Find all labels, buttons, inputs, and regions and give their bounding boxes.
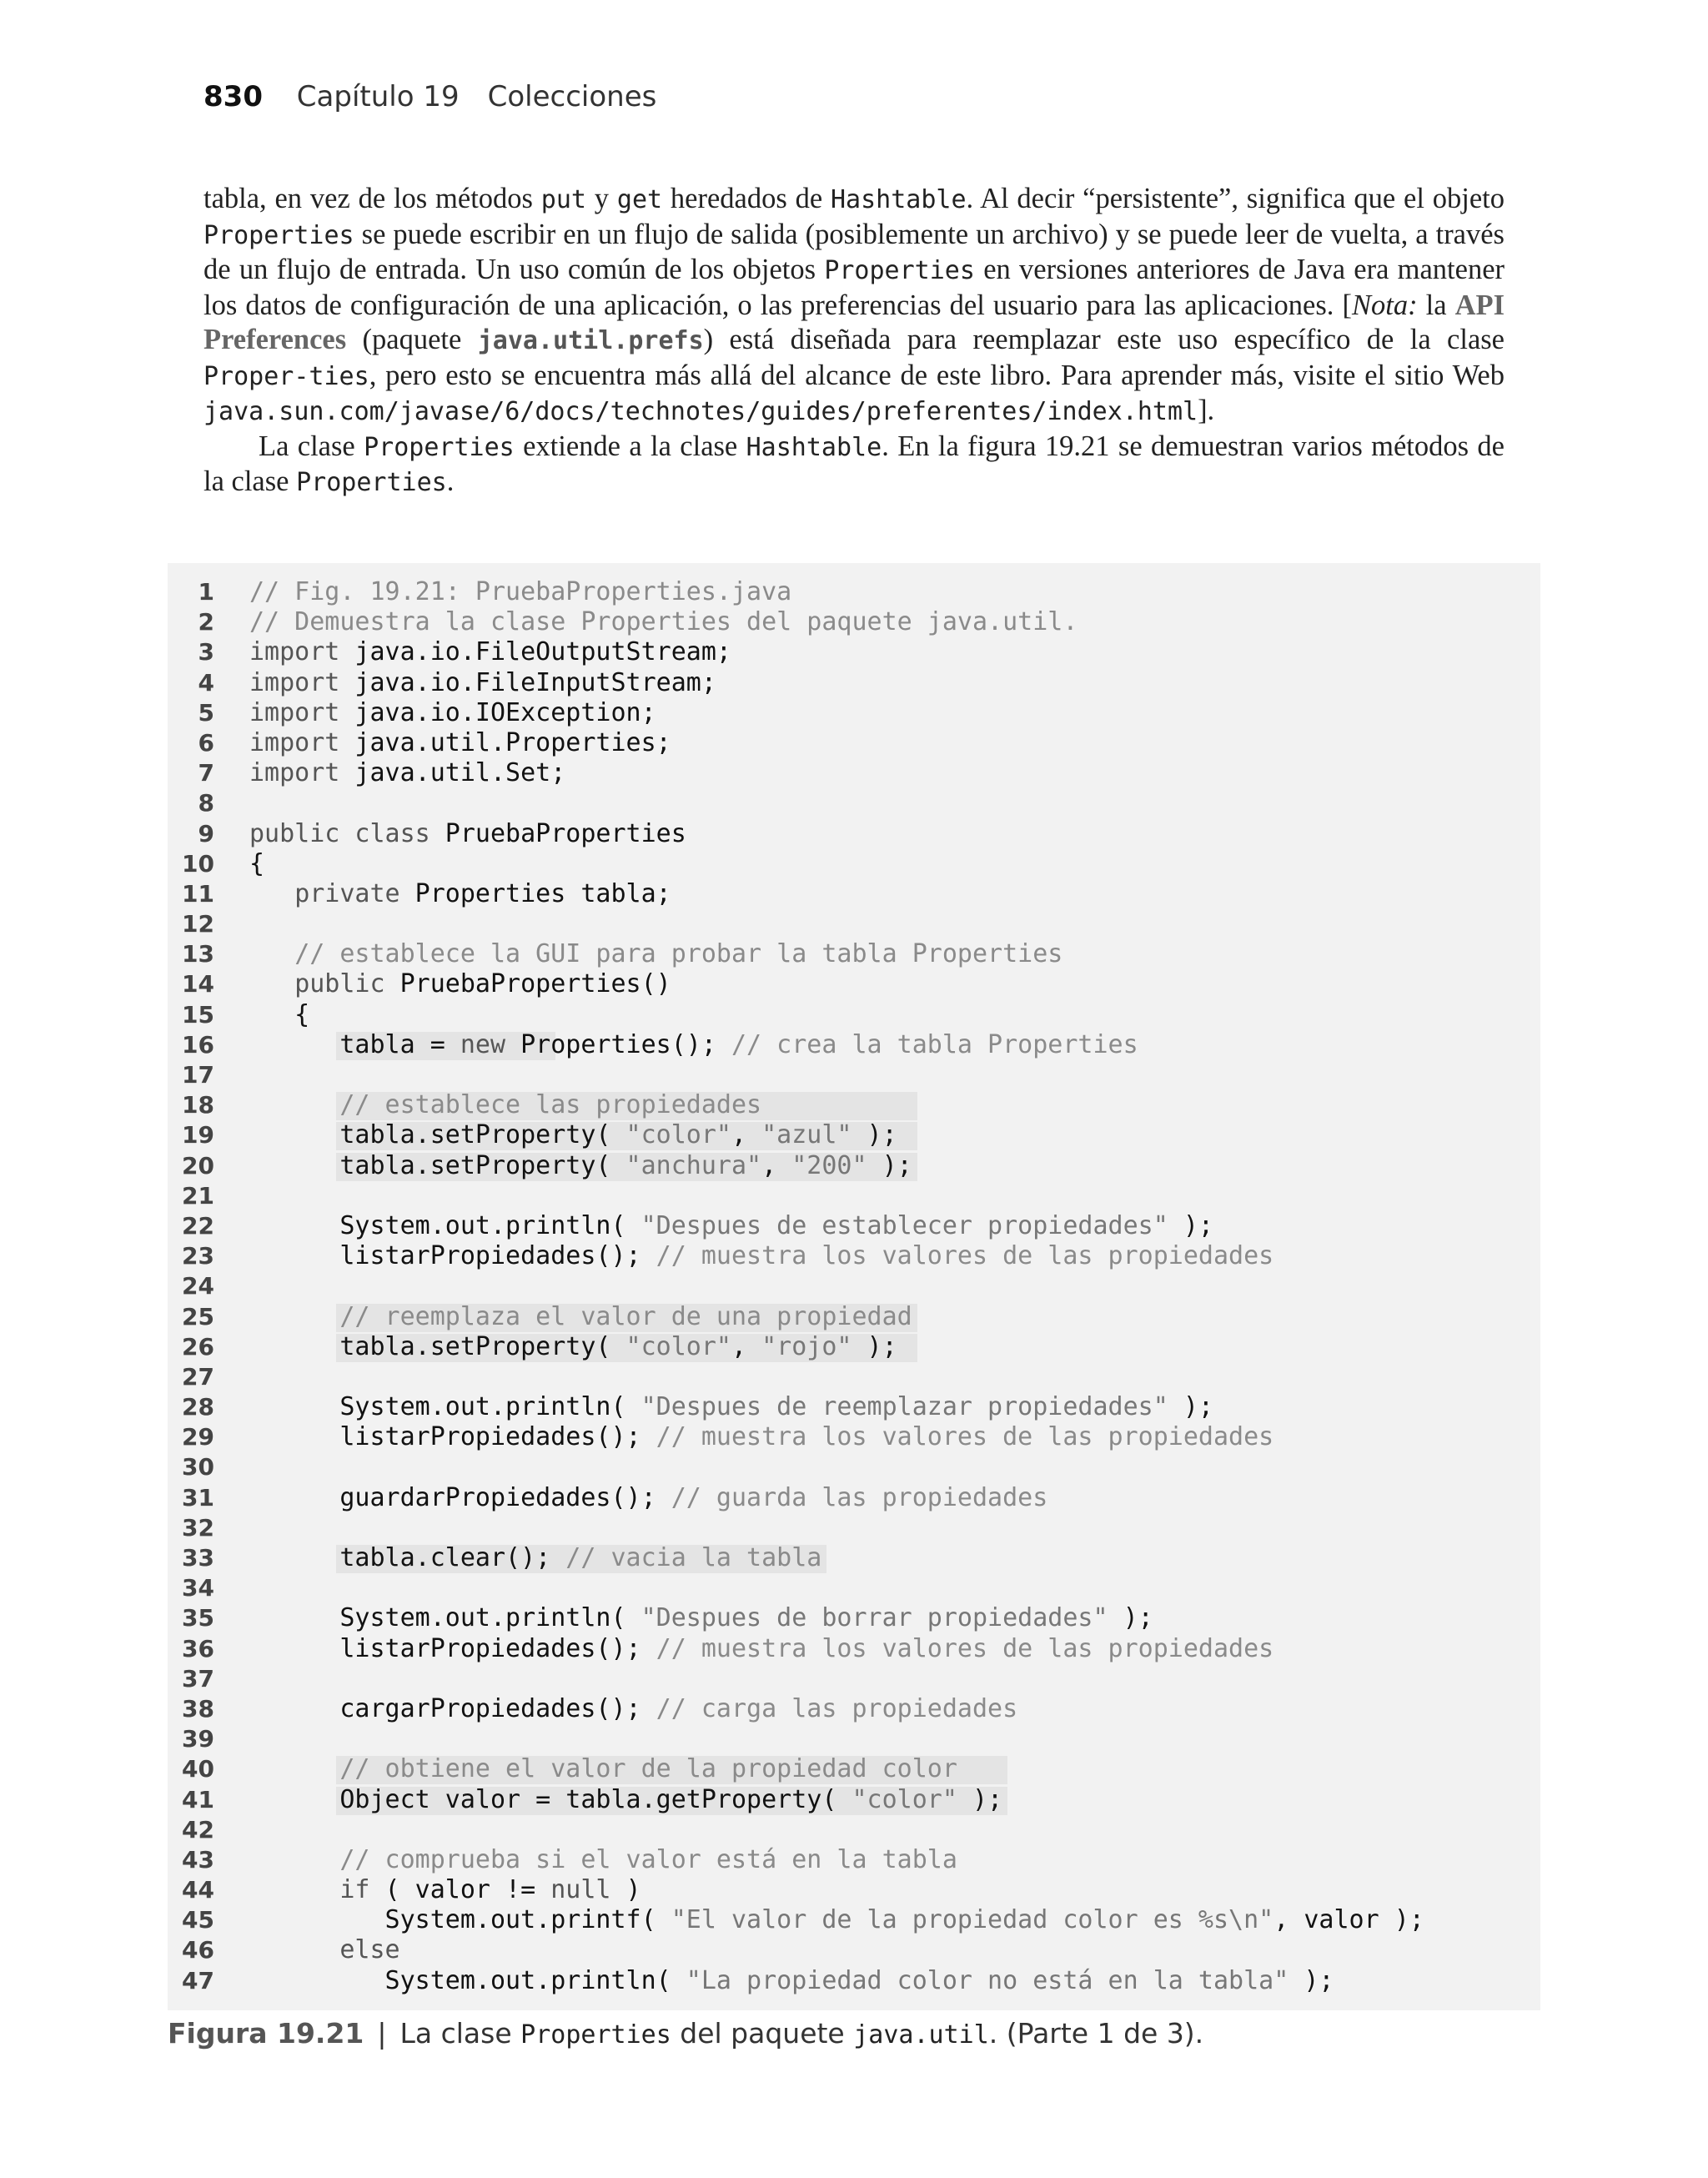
code-line: [168, 1151, 1540, 1181]
code-keyword: null: [550, 1875, 611, 1905]
code-text: [249, 1483, 1047, 1513]
code-string: "Despues de establecer propiedades": [640, 1210, 1168, 1240]
code-token: listarPropiedades();: [249, 1633, 656, 1663]
line-number: 10: [182, 849, 214, 878]
code-line: [168, 849, 1540, 879]
line-number: 33: [182, 1544, 214, 1572]
code-line: [168, 1724, 1540, 1754]
code-line: [168, 1211, 1540, 1241]
code-line: [168, 698, 1540, 728]
code-comment: // guarda las propiedades: [671, 1482, 1048, 1512]
code-text: [249, 698, 656, 728]
caption-mono-class: Properties: [520, 2020, 671, 2050]
line-number: 24: [182, 1272, 214, 1300]
line-number: 44: [182, 1876, 214, 1904]
code-string: "color": [625, 1120, 731, 1150]
code-token: java.io.FileOutputStream;: [339, 637, 731, 667]
code-line: [168, 1905, 1540, 1935]
line-number: 7: [198, 759, 214, 787]
code-line: [168, 1966, 1540, 1996]
line-number: 47: [182, 1966, 214, 1994]
line-number: 27: [182, 1362, 214, 1391]
code-token: {: [249, 999, 310, 1029]
code-token: Properties();: [505, 1029, 731, 1059]
code-token: cargarPropiedades();: [249, 1693, 656, 1723]
code-line: [168, 577, 1540, 607]
code-text: [249, 1603, 1153, 1633]
code-line: [168, 1302, 1540, 1332]
code-token: tabla.setProperty(: [249, 1331, 626, 1361]
line-number: 39: [182, 1725, 214, 1753]
code-line: [168, 909, 1540, 939]
code-token: ( valor !=: [369, 1875, 551, 1905]
code-token: );: [867, 1150, 912, 1180]
code-token: java.io.FileInputStream;: [339, 667, 716, 697]
caption-separator: |: [377, 2017, 387, 2050]
line-number: 14: [182, 970, 214, 998]
line-number: 45: [182, 1906, 214, 1934]
code-token: System.out.println(: [249, 1392, 641, 1422]
line-number: 19: [182, 1121, 214, 1149]
line-number: 20: [182, 1151, 214, 1180]
line-number: 18: [182, 1091, 214, 1119]
code-token: tabla.setProperty(: [249, 1150, 626, 1180]
prose-text: ].: [1198, 395, 1215, 426]
code-text: [249, 1422, 1273, 1452]
code-line: [168, 1483, 1540, 1513]
code-listing: [168, 563, 1540, 2010]
code-line: [168, 1000, 1540, 1030]
code-comment: // establece la GUI para probar la tabla Properties: [294, 939, 1063, 969]
code-token: );: [1289, 1965, 1334, 1995]
code-comment: // muestra los valores de las propiedades: [656, 1241, 1274, 1271]
code-string: "azul": [761, 1120, 852, 1150]
code-string: "El valor de la propiedad color es %s\n": [671, 1905, 1274, 1935]
code-comment: // muestra los valores de las propiedades: [656, 1422, 1274, 1452]
line-number: 25: [182, 1302, 214, 1330]
code-token: java.util.Properties;: [339, 727, 671, 757]
code-comment: // crea la tabla Properties: [731, 1029, 1138, 1059]
code-line: [168, 1392, 1540, 1422]
code-keyword: import: [249, 727, 340, 757]
line-number: 36: [182, 1634, 214, 1662]
code-token: [249, 1754, 339, 1783]
code-keyword: import: [249, 637, 340, 667]
caption-text-mid: del paquete: [671, 2017, 854, 2050]
code-string: "Despues de reemplazar propiedades": [640, 1392, 1168, 1422]
code-text: [249, 1875, 641, 1905]
code-text: [249, 1966, 1334, 1996]
code-token: PruebaProperties(): [384, 969, 671, 999]
code-string: "color": [851, 1784, 957, 1814]
code-text: [249, 1211, 1213, 1241]
code-keyword: import: [249, 667, 340, 697]
code-token: );: [1168, 1392, 1213, 1422]
code-token: ,: [731, 1331, 762, 1361]
code-text: [249, 1030, 1138, 1060]
code-line: [168, 637, 1540, 667]
inline-code-bold: java.util.prefs: [477, 326, 704, 355]
line-number: 41: [182, 1785, 214, 1813]
line-number: 23: [182, 1242, 214, 1270]
code-text: [249, 1000, 309, 1030]
line-number: 15: [182, 1000, 214, 1029]
code-keyword: import: [249, 758, 340, 788]
code-token: );: [851, 1120, 897, 1150]
code-text: [249, 1302, 912, 1332]
prose-text: , pero esto se encuentra más allá del alcance de este libro. Para aprender más, visite el sitio Web: [369, 359, 1505, 391]
caption-text-pre: La clase: [399, 2017, 521, 2050]
code-text: [249, 1151, 912, 1181]
code-line: [168, 1452, 1540, 1482]
code-line: [168, 1332, 1540, 1362]
chapter-title: Colecciones: [487, 80, 657, 113]
code-token: System.out.printf(: [249, 1905, 671, 1935]
code-text: [249, 728, 671, 758]
code-token: Properties tabla;: [399, 878, 671, 908]
code-keyword: else: [339, 1935, 400, 1965]
code-text: [249, 668, 716, 698]
line-number: 6: [198, 728, 214, 757]
code-line: [168, 1241, 1540, 1271]
code-token: [249, 939, 294, 968]
code-token: ,: [761, 1150, 792, 1180]
code-line: [168, 1060, 1540, 1090]
code-keyword: import: [249, 697, 340, 727]
code-text: [249, 1543, 821, 1573]
code-line: [168, 1362, 1540, 1392]
caption-text-post: . (Parte 1 de 3).: [988, 2017, 1204, 2050]
code-token: tabla =: [249, 1029, 460, 1059]
code-line: [168, 1935, 1540, 1965]
code-token: );: [1168, 1210, 1213, 1240]
inline-code: Hashtable: [830, 185, 967, 214]
italic-text: Nota:: [1351, 289, 1418, 321]
code-text: [249, 1120, 897, 1150]
code-line: [168, 1543, 1540, 1573]
code-string: "La propiedad color no está en la tabla": [686, 1965, 1289, 1995]
code-token: System.out.println(: [249, 1603, 641, 1633]
code-string: "anchura": [625, 1150, 762, 1180]
code-token: [249, 969, 294, 998]
code-string: "color": [625, 1331, 731, 1361]
code-text: [249, 637, 731, 667]
bold-term: API Preferences: [203, 289, 1505, 355]
code-line: [168, 939, 1540, 969]
code-string: "200": [791, 1150, 867, 1180]
line-number: 32: [182, 1513, 214, 1542]
line-number: 9: [198, 819, 214, 848]
inline-code: Proper-ties: [203, 361, 369, 391]
code-line: [168, 1754, 1540, 1784]
code-token: [249, 1845, 339, 1874]
code-keyword: private: [294, 878, 400, 908]
line-number: 13: [182, 940, 214, 968]
code-text: [249, 758, 565, 788]
code-text: [249, 1241, 1273, 1271]
line-number: 26: [182, 1332, 214, 1361]
prose-text: ) está diseñada para reemplazar este uso específico de la clase: [703, 324, 1505, 355]
inline-code: java.sun.com/javase/6/docs/technotes/guides/preferentes/index.html: [203, 397, 1198, 426]
prose-text: .: [446, 465, 455, 497]
line-number: 28: [182, 1393, 214, 1421]
code-token: listarPropiedades();: [249, 1422, 656, 1452]
code-line: [168, 1090, 1540, 1120]
code-line: [168, 1120, 1540, 1150]
code-comment: // obtiene el valor de la propiedad color: [339, 1754, 957, 1784]
code-keyword: if: [339, 1875, 370, 1905]
code-comment: // reemplaza el valor de una propiedad: [339, 1301, 912, 1331]
prose-text: en versiones anteriores de Java era mantener los datos de configuración de una aplicación, o las preferencias del usuario para las aplicaciones. [: [203, 254, 1505, 321]
line-number: 11: [182, 879, 214, 908]
code-token: [249, 1875, 339, 1904]
prose-text: . Al decir “persistente”, significa que el objeto: [966, 183, 1505, 214]
line-number: 40: [182, 1755, 214, 1783]
code-line: [168, 879, 1540, 909]
code-token: [249, 1090, 339, 1119]
code-line: [168, 1634, 1540, 1664]
line-number: 16: [182, 1030, 214, 1059]
code-text: [249, 1332, 897, 1362]
code-line: [168, 1603, 1540, 1633]
inline-code: Properties: [824, 256, 975, 285]
code-text: [249, 849, 264, 879]
line-number: 38: [182, 1694, 214, 1723]
line-number: 42: [182, 1815, 214, 1844]
line-number: 31: [182, 1483, 214, 1512]
code-text: [249, 1694, 1017, 1724]
code-token: java.util.Set;: [339, 758, 566, 788]
code-text: [249, 607, 1078, 637]
code-comment: // Fig. 19.21: PruebaProperties.java: [249, 577, 792, 606]
page-number: 830: [203, 80, 263, 113]
code-token: [249, 1935, 339, 1964]
line-number: 3: [198, 638, 214, 666]
code-text: [249, 939, 1062, 969]
code-keyword: public: [294, 969, 385, 999]
code-line: [168, 1785, 1540, 1815]
line-number: 46: [182, 1936, 214, 1964]
code-comment: // comprueba si el valor está en la tabla: [339, 1844, 957, 1874]
paragraph-2: [203, 430, 1505, 500]
code-token: tabla.setProperty(: [249, 1120, 626, 1150]
code-line: [168, 1845, 1540, 1875]
code-line: [168, 1030, 1540, 1060]
prose-text: y: [585, 183, 617, 214]
line-number: 1: [198, 578, 214, 606]
line-number: 5: [198, 698, 214, 727]
code-comment: // carga las propiedades: [656, 1693, 1018, 1723]
code-text: [249, 819, 686, 849]
figure-number: Figura 19.21: [168, 2017, 364, 2050]
code-token: [249, 879, 294, 908]
code-lines: [168, 577, 1540, 1996]
inline-code: Properties: [364, 432, 515, 462]
code-text: [249, 1935, 400, 1965]
code-line: [168, 1422, 1540, 1452]
prose-text: tabla, en vez de los métodos: [203, 183, 541, 214]
prose-text: . En la figura 19.21 se demuestran varios métodos de la clase: [203, 430, 1505, 497]
code-text: [249, 1785, 1002, 1815]
code-comment: // muestra los valores de las propiedades: [656, 1633, 1274, 1663]
code-token: ): [610, 1875, 641, 1905]
code-line: [168, 819, 1540, 849]
code-line: [168, 668, 1540, 698]
figure-caption: [168, 2017, 1203, 2050]
line-number: 4: [198, 668, 214, 697]
caption-mono-package: java.util: [853, 2020, 989, 2050]
code-token: ,: [731, 1120, 762, 1150]
code-text: [249, 1090, 761, 1120]
prose-text: (paquete: [346, 324, 478, 355]
line-number: 43: [182, 1845, 214, 1874]
prose-text: La clase: [259, 430, 364, 462]
code-token: [249, 1302, 339, 1331]
line-number: 35: [182, 1604, 214, 1632]
code-comment: // establece las propiedades: [339, 1090, 762, 1120]
prose-text: heredados de: [662, 183, 831, 214]
inline-code: Properties: [203, 220, 354, 250]
code-line: [168, 1815, 1540, 1845]
chapter-label: Capítulo 19: [296, 80, 460, 113]
inline-code: put: [540, 185, 586, 214]
code-text: [249, 1634, 1273, 1664]
code-line: [168, 1573, 1540, 1603]
code-token: PruebaProperties: [430, 818, 686, 848]
line-number: 8: [198, 789, 214, 817]
code-line: [168, 758, 1540, 788]
code-keyword: public class: [249, 818, 430, 848]
code-string: "rojo": [761, 1331, 852, 1361]
code-token: Object valor = tabla.getProperty(: [249, 1784, 852, 1814]
prose-text: la: [1417, 289, 1455, 321]
code-line: [168, 1664, 1540, 1694]
line-number: 17: [182, 1061, 214, 1089]
code-token: tabla.clear();: [249, 1543, 566, 1572]
code-token: {: [249, 848, 265, 878]
code-line: [168, 1694, 1540, 1724]
code-token: );: [851, 1331, 897, 1361]
code-line: [168, 1271, 1540, 1301]
inline-code: Hashtable: [746, 432, 882, 462]
code-line: [168, 607, 1540, 637]
code-string: "Despues de borrar propiedades": [640, 1603, 1108, 1633]
code-text: [249, 577, 791, 607]
code-token: java.io.IOException;: [339, 697, 656, 727]
code-text: [249, 1392, 1213, 1422]
line-number: 37: [182, 1664, 214, 1693]
inline-code: Properties: [296, 468, 447, 497]
prose-text: extiende a la clase: [514, 430, 746, 462]
line-number: 22: [182, 1211, 214, 1240]
line-number: 29: [182, 1423, 214, 1451]
code-token: guardarPropiedades();: [249, 1482, 671, 1512]
code-text: [249, 1754, 957, 1784]
code-token: listarPropiedades();: [249, 1241, 656, 1271]
code-line: [168, 728, 1540, 758]
code-comment: // Demuestra la clase Properties del paquete java.util.: [249, 607, 1078, 637]
body-text: [203, 182, 1505, 500]
code-line: [168, 788, 1540, 818]
line-number: 12: [182, 910, 214, 938]
line-number: 30: [182, 1453, 214, 1481]
code-line: [168, 1513, 1540, 1543]
code-line: [168, 1181, 1540, 1211]
inline-code: get: [616, 185, 663, 214]
line-number: 34: [182, 1574, 214, 1602]
code-text: [249, 969, 671, 999]
paragraph-1: [203, 182, 1505, 430]
code-text: [249, 1845, 957, 1875]
code-token: System.out.println(: [249, 1965, 686, 1995]
code-comment: // vacia la tabla: [565, 1543, 822, 1572]
running-header: [203, 80, 656, 113]
code-token: );: [1108, 1603, 1153, 1633]
code-keyword: new: [460, 1029, 506, 1059]
code-text: [249, 1905, 1424, 1935]
code-token: );: [957, 1784, 1003, 1814]
line-number: 21: [182, 1181, 214, 1210]
code-line: [168, 1875, 1540, 1905]
line-number: 2: [198, 608, 214, 636]
code-token: System.out.println(: [249, 1210, 641, 1240]
code-text: [249, 879, 671, 909]
code-line: [168, 969, 1540, 999]
code-token: , valor );: [1273, 1905, 1424, 1935]
prose-text: se puede escribir en un flujo de salida (posiblemente un archivo) y se puede leer de vuelta, a través de un flujo de entrada. Un uso común de los objetos: [203, 218, 1505, 285]
